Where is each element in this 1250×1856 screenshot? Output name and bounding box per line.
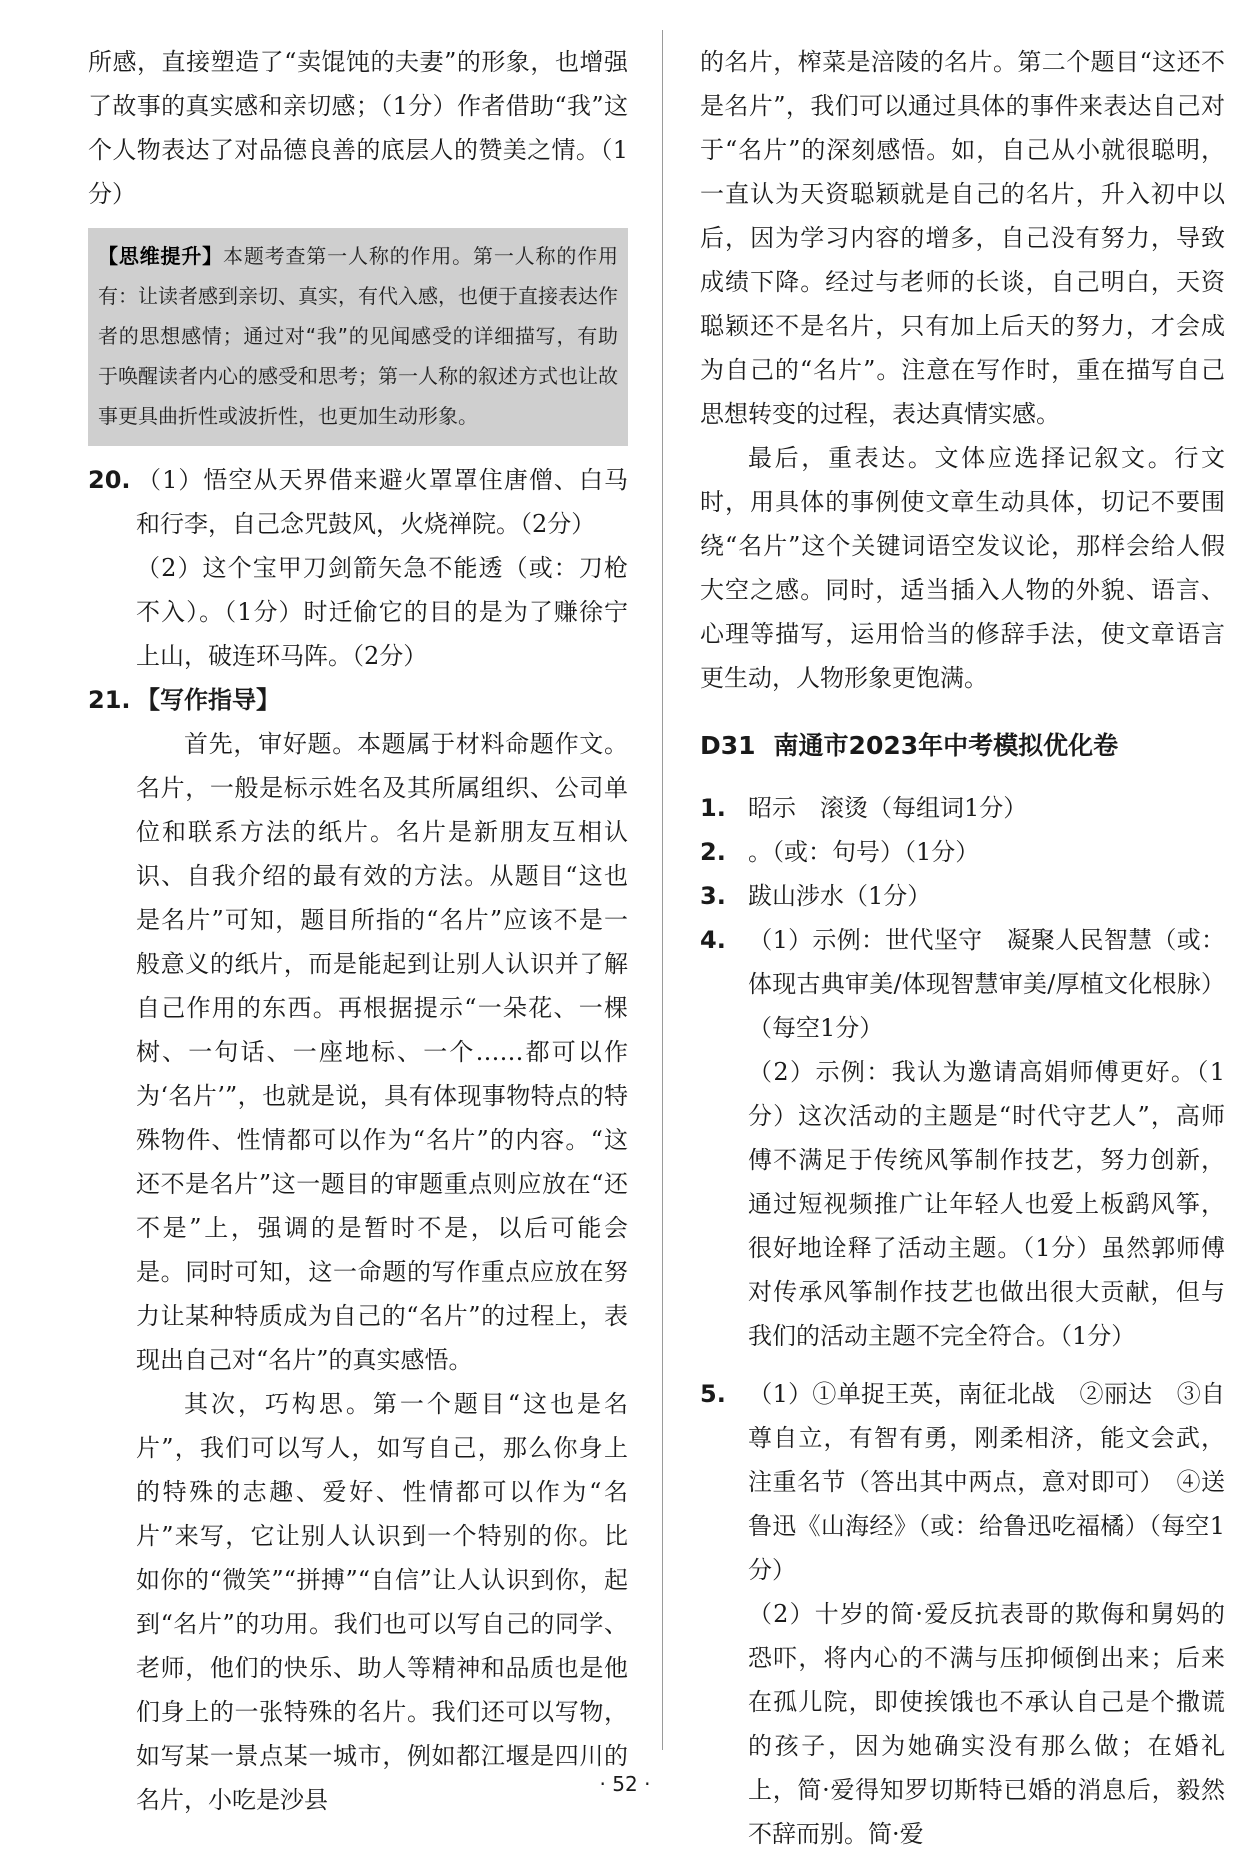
tip-text: 本题考查第一人称的作用。第一人称的作用有：让读者感到亲切、真实，有代入感，也便于直接表达作者的思想感情；通过对“我”的见闻感受的详细描写，有助于唤醒读者内心的感受和思考；第一人称的叙述方式也让故事更具曲折性或波折性，也更加生动形象。 [98, 244, 618, 428]
answer-4-part-2: （2）示例：我认为邀请高娟师傅更好。（1分）这次活动的主题是“时代守艺人”，高师傅不满足于传统风筝制作技艺，努力创新，通过短视频推广让年轻人也爱上板鹞风筝，很好地诠释了活动主题。（1分）虽然郭师傅对传承风筝制作技艺也做出很大贡献，但与我们的活动主题不完全符合。（1分） [748, 1058, 1225, 1350]
page-number: · 52 · [599, 1772, 651, 1796]
right-column [700, 40, 1225, 1856]
question-number-21: 21. [88, 686, 131, 714]
thinking-tip-box [88, 228, 628, 446]
tip-label: 【思维提升】 [98, 244, 223, 268]
answer-5-part-2: （2）十岁的简·爱反抗表哥的欺侮和舅妈的恐吓，将内心的不满与压抑倾倒出来；后来在孤儿院，即使挨饿也不承认自己是个撒谎的孩子，因为她确实没有那么做；在婚礼上，简·爱得知罗切斯特已婚的消息后，毅然不辞而别。简·爱 [748, 1600, 1225, 1848]
left-column [88, 40, 628, 1822]
answer-3: 3. 跋山涉水（1分） [700, 882, 932, 910]
answer-20-part-1: 20. （1）悟空从天界借来避火罩罩住唐僧、白马和行李，自己念咒鼓风，火烧禅院。（2分） [88, 458, 628, 546]
section-title [700, 724, 1225, 768]
section-code: D31 [700, 731, 756, 760]
column-divider [662, 30, 663, 1750]
answer-1: 1. 昭示 滚烫（每组词1分） [700, 794, 1028, 822]
section-name: 南通市2023年中考模拟优化卷 [773, 731, 1119, 760]
answer-20-part-2: （2）这个宝甲刀剑箭矢急不能透（或：刀枪不入）。（1分）时迁偷它的目的是为了赚徐宁上山，破连环马阵。（2分） [136, 554, 628, 670]
answer-21-heading: 21. 【写作指导】 [88, 678, 628, 722]
answer-2: 2. 。（或：句号）（1分） [700, 838, 980, 866]
answer-19-continued: 所感，直接塑造了“卖馄饨的夫妻”的形象，也增强了故事的真实感和亲切感；（1分）作者借助“我”这个人物表达了对品德良善的底层人的赞美之情。（1分） [88, 48, 628, 208]
writing-guide-paragraph-2: 其次，巧构思。第一个题目“这也是名片”，我们可以写人，如写自己，那么你身上的特殊的志趣、爱好、性情都可以作为“名片”来写，它让别人认识到一个特别的你。比如你的“微笑”“拼搏”“自信”让人认识到你，起到“名片”的功用。我们也可以写自己的同学、老师，他们的快乐、助人等精神和品质也是他们身上的一张特殊的名片。我们还可以写物，如写某一景点某一城市，例如都江堰是四川的名片，小吃是沙县 [136, 1390, 628, 1814]
answer-5-part-1: 5. （1）①单捉王英，南征北战 ②丽达 ③自尊自立，有智有勇，刚柔相济，能文会武，注重名节（答出其中两点，意对即可） ④送鲁迅《山海经》（或：给鲁迅吃福橘）（每空1分） [700, 1380, 1225, 1584]
question-number-20: 20. [88, 466, 131, 494]
writing-guide-paragraph-1: 首先，审好题。本题属于材料命题作文。名片，一般是标示姓名及其所属组织、公司单位和联系方法的纸片。名片是新朋友互相认识、自我介绍的最有效的方法。从题目“这也是名片”可知，题目所指的“名片”应该不是一般意义的纸片，而是能起到让别人认识并了解自己作用的东西。再根据提示“一朵花、一棵树、一句话、一座地标、一个……都可以作为‘名片’”，也就是说，具有体现事物特点的特殊物件、性情都可以作为“名片”的内容。“这还不是名片”这一题目的审题重点则应放在“还不是”上，强调的是暂时不是，以后可能会是。同时可知，这一命题的写作重点应放在努力让某种特质成为自己的“名片”的过程上，表现出自己对“名片”的真实感悟。 [136, 730, 628, 1374]
answer-4-part-1: 4. （1）示例：世代坚守 凝聚人民智慧（或：体现古典审美/体现智慧审美/厚植文化根脉）（每空1分） [700, 926, 1225, 1042]
writing-guide-paragraph-3: 最后，重表达。文体应选择记叙文。行文时，用具体的事例使文章生动具体，切记不要围绕“名片”这个关键词语空发议论，那样会给人假大空之感。同时，适当插入人物的外貌、语言、心理等描写，运用恰当的修辞手法，使文章语言更生动，人物形象更饱满。 [700, 444, 1225, 692]
writing-guide-paragraph-2-continued: 的名片，榨菜是涪陵的名片。第二个题目“这还不是名片”，我们可以通过具体的事件来表达自己对于“名片”的深刻感悟。如，自己从小就很聪明，一直认为天资聪颖就是自己的名片，升入初中以后，因为学习内容的增多，自己没有努力，导致成绩下降。经过与老师的长谈，自己明白，天资聪颖还不是名片，只有加上后天的努力，才会成为自己的“名片”。注意在写作时，重在描写自己思想转变的过程，表达真情实感。 [700, 48, 1225, 428]
